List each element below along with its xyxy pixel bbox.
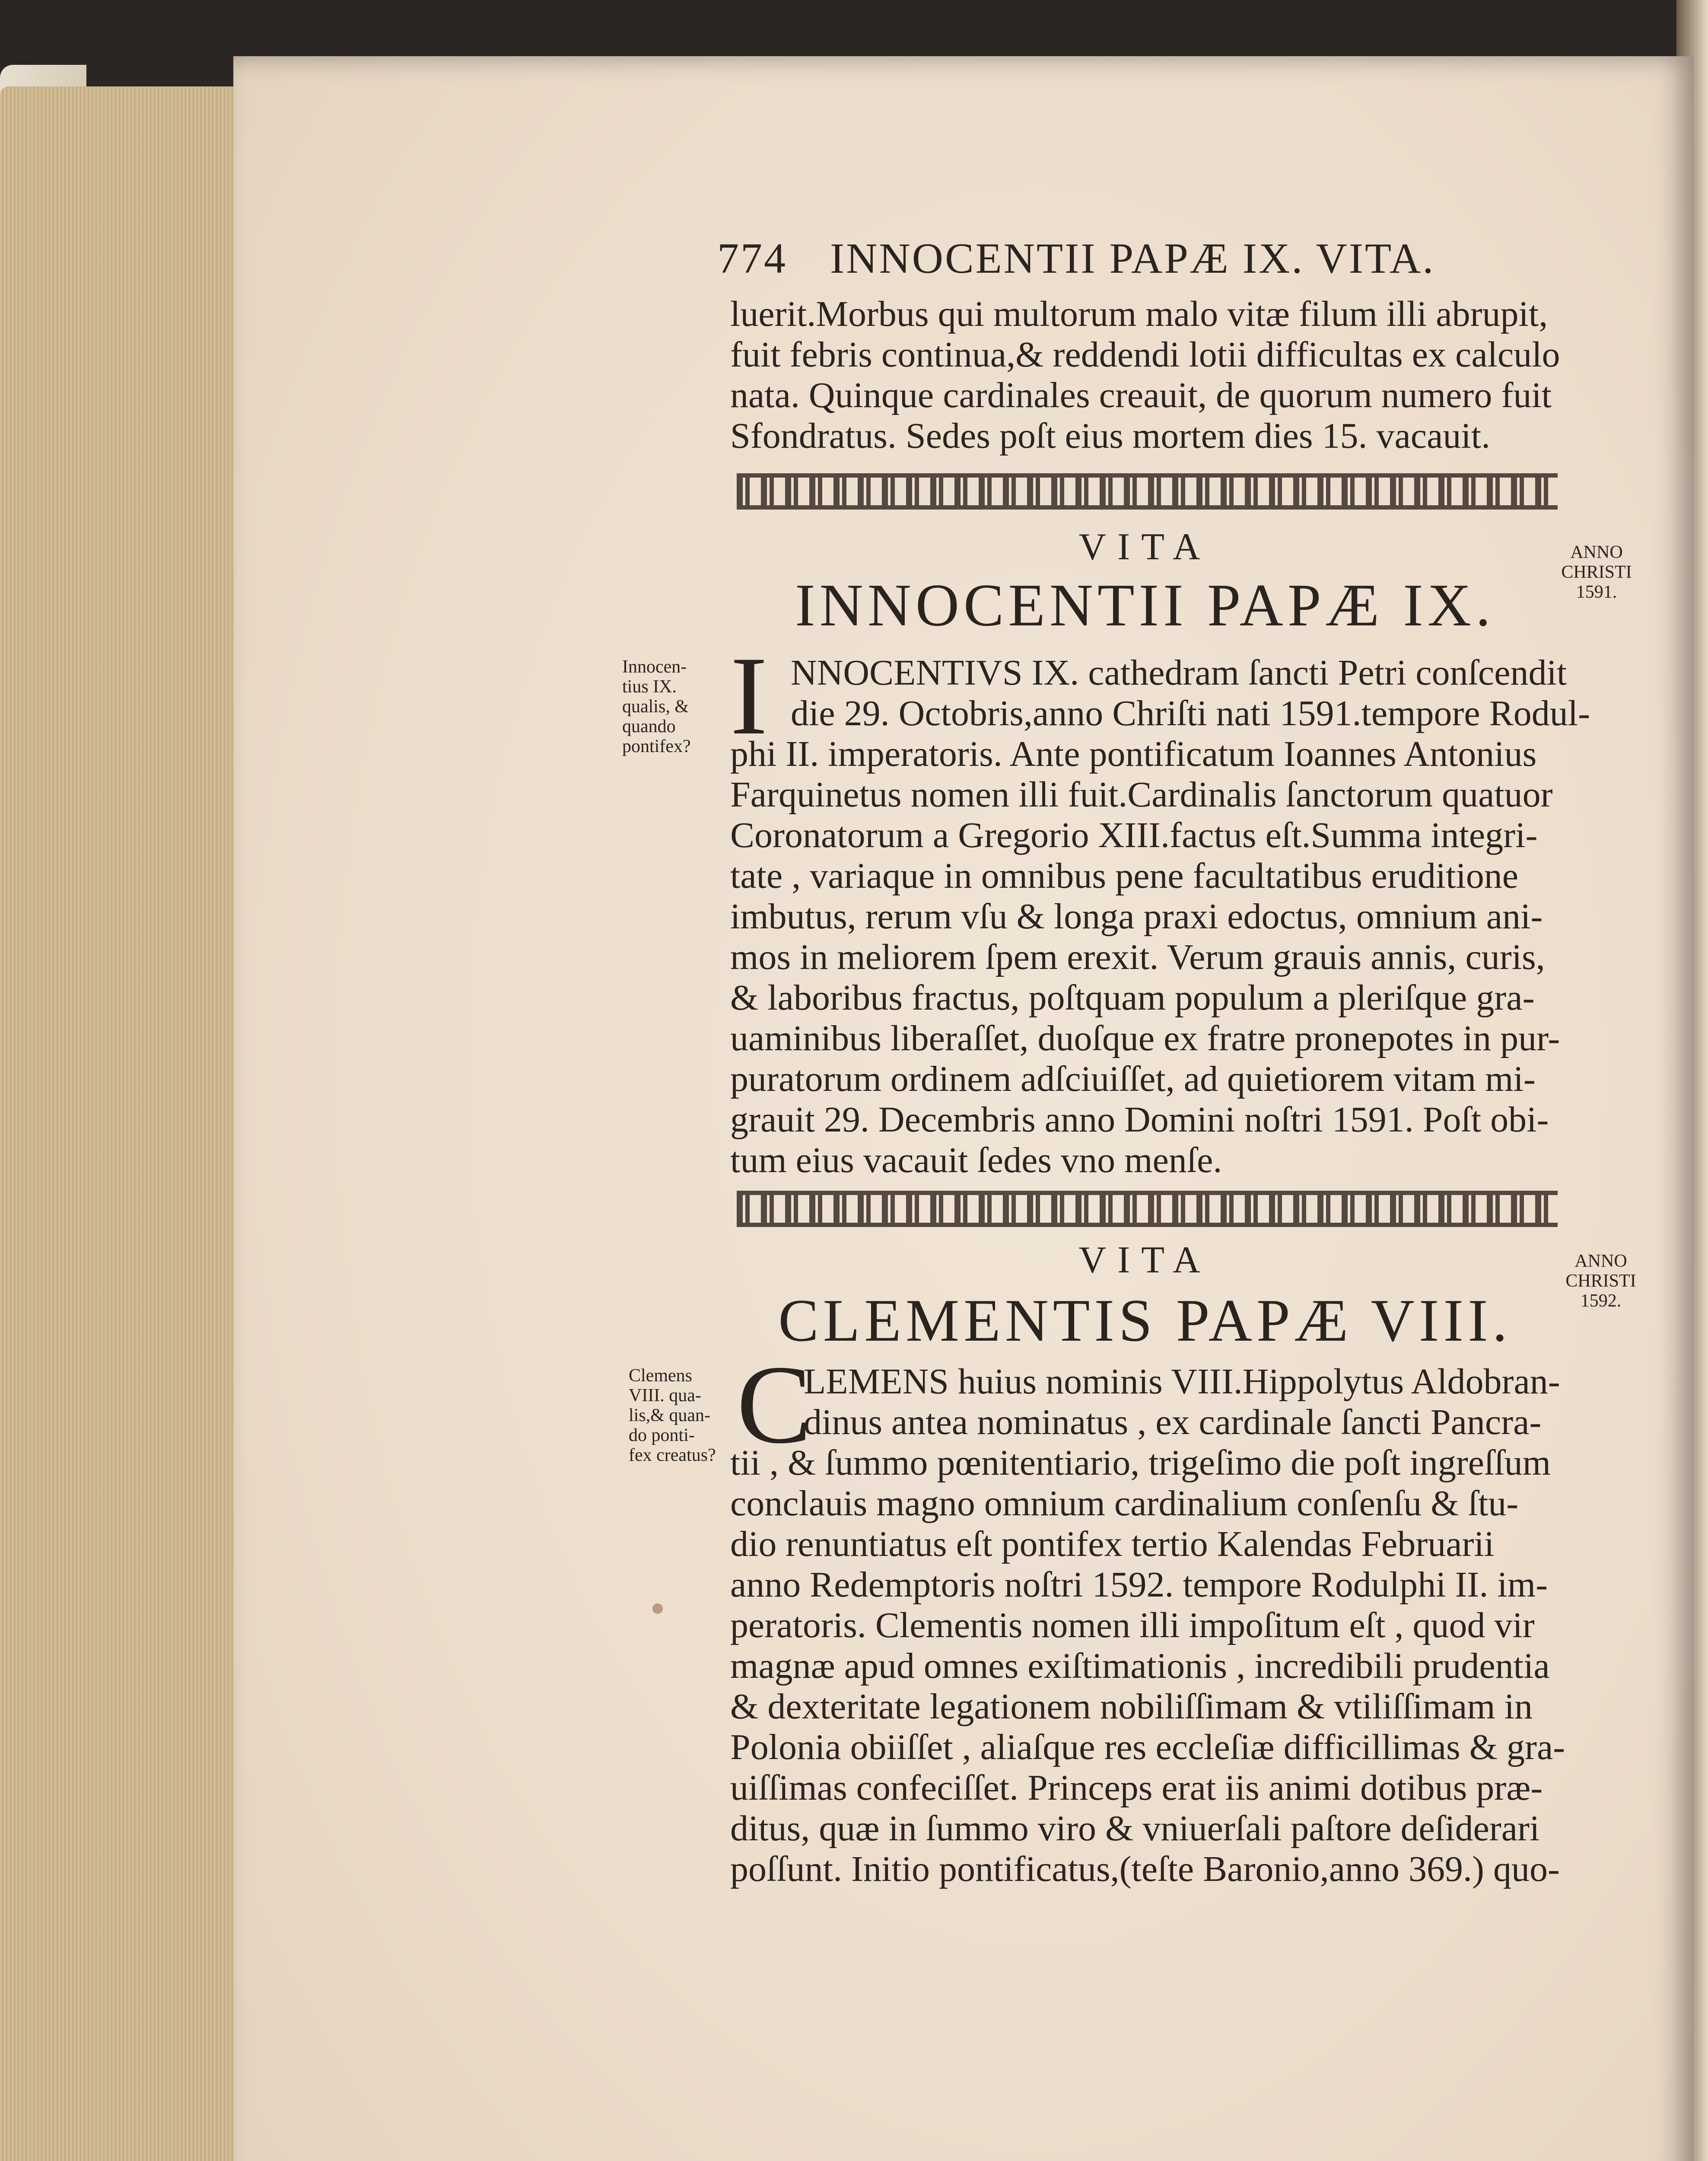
anno-label: CHRISTI: [1565, 1271, 1636, 1291]
text-line: imbutus, rerum vſu & longa praxi edoctus, omnium ani-: [730, 896, 1543, 937]
text-line: & laboribus fractus, poſtquam populum a pleriſque gra-: [730, 978, 1535, 1018]
text-line: Farquinetus nomen illi fuit.Cardinalis ſanctorum quatuor: [730, 775, 1553, 815]
ink-spot: [652, 1603, 663, 1614]
text-line: LEMENS huius nominis VIII.Hippolytus Aldobran-: [804, 1361, 1560, 1402]
text-line: grauit 29. Decembris anno Domini noſtri 1591. Poſt obi-: [730, 1100, 1549, 1140]
section-body: [730, 1361, 1565, 1890]
running-title: INNOCENTII PAPÆ IX. VITA.: [830, 234, 1435, 282]
text-line: phi II. imperatoris. Ante pontificatum Ioannes Antonius: [730, 734, 1537, 774]
margin-note: [622, 657, 691, 756]
text-line: tate , variaque in omnibus pene facultatibus eruditione: [730, 856, 1519, 896]
margin-line: tius IX.: [622, 677, 677, 697]
text-line: conclauis magno omnium cardinalium conſenſu & ſtu-: [730, 1483, 1519, 1524]
page-number: 774: [717, 234, 787, 282]
text-line: puratorum ordinem adſciuiſſet, ad quietiorem vitam mi-: [730, 1059, 1536, 1099]
section-body: [730, 653, 1590, 1181]
margin-line: qualis, &: [622, 697, 689, 717]
top-paragraph: [730, 294, 1560, 456]
text-line: uiſſimas confeciſſet. Princeps erat iis animi dotibus præ-: [730, 1768, 1543, 1808]
ornament-divider: [737, 473, 1558, 510]
margin-line: quando: [622, 717, 676, 736]
anno-year: 1592.: [1580, 1291, 1622, 1311]
text-line: Coronatorum a Gregorio XIII.factus eſt.Summa integri-: [730, 815, 1538, 855]
margin-line: Clemens: [629, 1366, 692, 1386]
ornament-divider: [737, 1191, 1558, 1227]
page-edges: [0, 86, 242, 2161]
text-line: tum eius vacauit ſedes vno menſe.: [730, 1140, 1222, 1180]
text-line: die 29. Octobris,anno Chriſti nati 1591.tempore Rodul-: [791, 693, 1590, 733]
margin-line: Innocen-: [622, 657, 687, 677]
running-header: [717, 233, 1486, 285]
text-line: NNOCENTIVS IX. cathedram ſancti Petri conſcendit: [791, 653, 1567, 693]
text-line: mos in meliorem ſpem erexit. Verum grauis annis, curis,: [730, 937, 1545, 977]
text-line: ditus, quæ in ſummo viro & vniuerſali paſtore deſiderari: [730, 1808, 1540, 1849]
text-line: Polonia obiiſſet , aliaſque res eccleſiæ difficillimas & gra-: [730, 1727, 1565, 1767]
text-line: magnæ apud omnes exiſtimationis , incredibili prudentia: [730, 1646, 1550, 1686]
text-line: poſſunt. Initio pontificatus,(teſte Baronio,anno 369.) quo-: [730, 1849, 1560, 1889]
section-vita-label: VITA: [1078, 526, 1212, 568]
anno-year: 1591.: [1576, 582, 1617, 602]
text-line: luerit.Morbus qui multorum malo vitæ filum illi abrupit,: [730, 294, 1548, 334]
anno-note: [1555, 1251, 1646, 1311]
text-line: fuit febris continua,& reddendi lotii difficultas ex calculo: [730, 335, 1560, 375]
anno-label: CHRISTI: [1561, 562, 1632, 582]
section-title: INNOCENTII PAPÆ IX.: [795, 572, 1495, 639]
text-line: dinus antea nominatus , ex cardinale ſancti Pancra-: [804, 1402, 1542, 1442]
margin-line: VIII. qua-: [629, 1386, 701, 1406]
margin-line: lis,& quan-: [629, 1406, 710, 1425]
drop-cap: I: [730, 634, 768, 758]
section-vita-label: VITA: [1078, 1239, 1212, 1281]
anno-label: ANNO: [1574, 1251, 1627, 1271]
margin-line: pontifex?: [622, 736, 691, 756]
anno-note: [1551, 542, 1642, 602]
text-line: peratoris. Clementis nomen illi impoſitum eſt , quod vir: [730, 1605, 1535, 1645]
margin-line: do ponti-: [629, 1425, 695, 1445]
text-line: Sfondratus. Sedes poſt eius mortem dies 15. vacauit.: [730, 416, 1491, 456]
text-line: dio renuntiatus eſt pontifex tertio Kalendas Februarii: [730, 1524, 1495, 1564]
margin-line: fex creatus?: [629, 1445, 716, 1465]
margin-note: [629, 1366, 716, 1465]
text-line: tii , & ſummo pœnitentiario, trigeſimo die poſt ingreſſum: [730, 1443, 1551, 1483]
text-line: nata. Quinque cardinales creauit, de quorum numero fuit: [730, 375, 1552, 415]
anno-label: ANNO: [1570, 542, 1623, 562]
section-title: CLEMENTIS PAPÆ VIII.: [778, 1287, 1512, 1354]
text-line: & dexteritate legationem nobiliſſimam & vtiliſſimam in: [730, 1686, 1533, 1727]
drop-cap: C: [737, 1342, 812, 1467]
text-line: uaminibus liberaſſet, duoſque ex fratre pronepotes in pur-: [730, 1018, 1560, 1058]
text-line: anno Redemptoris noſtri 1592. tempore Rodulphi II. im-: [730, 1565, 1548, 1605]
